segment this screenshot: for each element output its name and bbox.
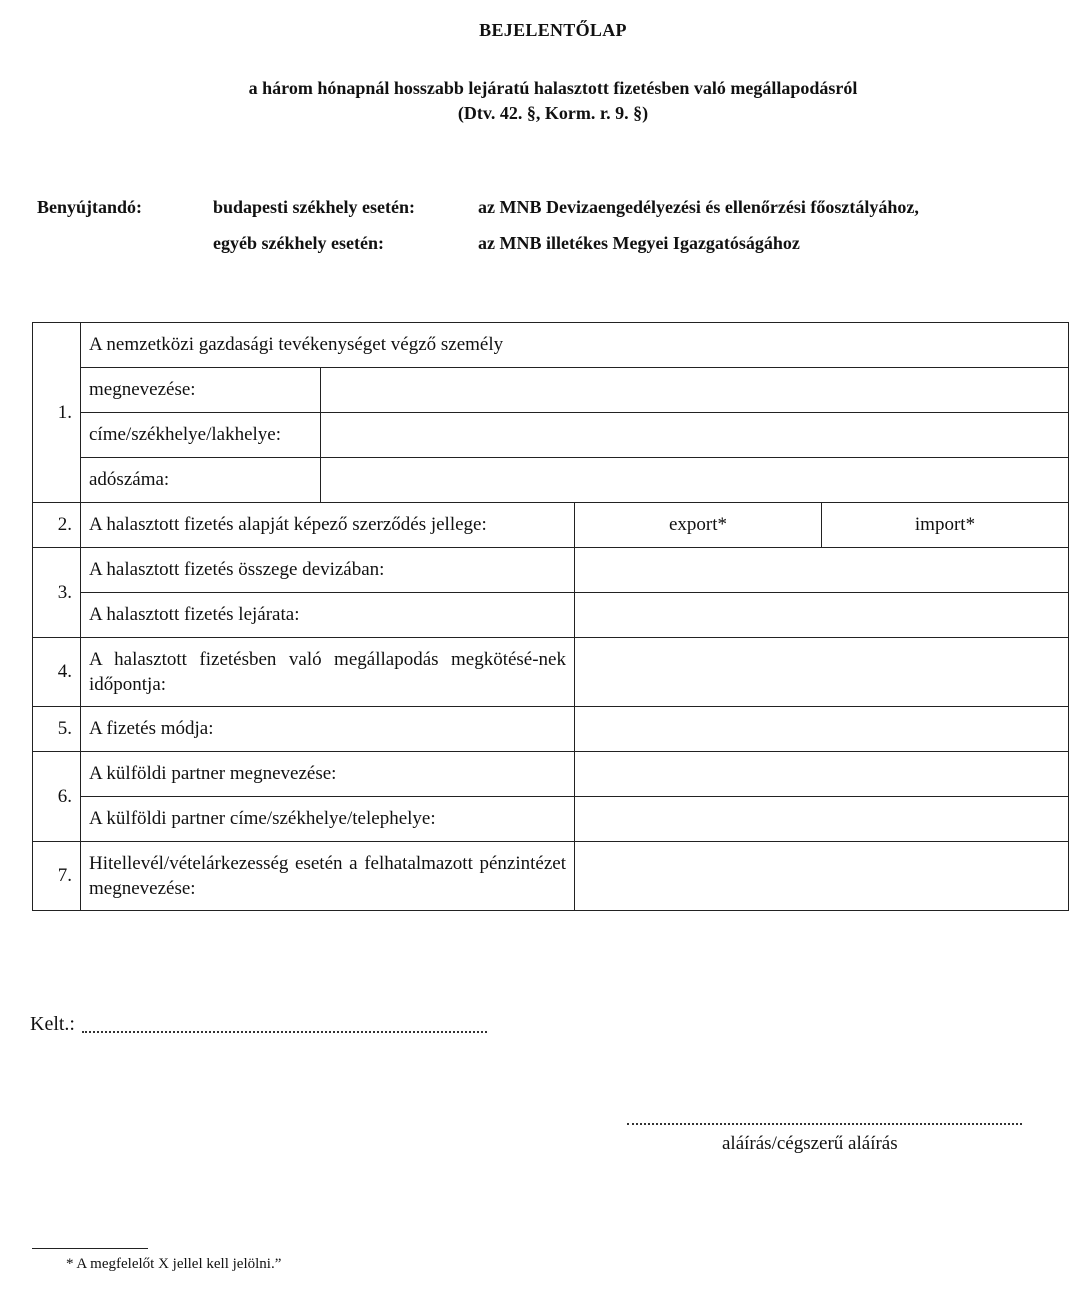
partner-name-label: A külföldi partner megnevezése:	[81, 752, 575, 797]
name-input-cell[interactable]	[321, 368, 1069, 413]
subtitle-line-1: a három hónapnál hosszabb lejáratú halasztott fizetésben való megállapodásról	[248, 78, 858, 98]
table-row	[33, 797, 1069, 842]
form-title: BEJELENTŐLAP	[479, 20, 627, 40]
partner-name-input-cell[interactable]	[575, 752, 1069, 797]
submission-label: Benyújtandó:	[37, 197, 143, 217]
table-row	[33, 548, 1069, 593]
footnote: * A megfelelőt X jellel kell jelölni.”	[66, 1256, 282, 1272]
signature-label: aláírás/cégszerű aláírás	[722, 1133, 898, 1154]
row-number: 7.	[33, 842, 81, 911]
table-row	[33, 368, 1069, 413]
signature-line[interactable]	[627, 1123, 1022, 1125]
other-seat-label: egyéb székhely esetén:	[213, 233, 384, 253]
partner-address-input-cell[interactable]	[575, 797, 1069, 842]
form-subtitle	[0, 76, 1092, 126]
payment-method-input-cell[interactable]	[575, 707, 1069, 752]
row-number: 5.	[33, 707, 81, 752]
amount-input-cell[interactable]	[575, 548, 1069, 593]
tax-number-input-cell[interactable]	[321, 458, 1069, 503]
row-number: 3.	[33, 548, 81, 638]
agreement-date-label: A halasztott fizetésben való megállapodás megkötésé-nek időpontja:	[81, 638, 575, 707]
footnote-divider	[32, 1248, 148, 1249]
table-row	[33, 413, 1069, 458]
row-number: 2.	[33, 503, 81, 548]
bank-name-input-cell[interactable]	[575, 842, 1069, 911]
row-number: 4.	[33, 638, 81, 707]
payment-method-label: A fizetés módja:	[81, 707, 575, 752]
table-row	[33, 638, 1069, 707]
row-number: 6.	[33, 752, 81, 842]
table-row	[33, 593, 1069, 638]
import-option[interactable]: import*	[822, 503, 1069, 548]
date-place-line[interactable]	[82, 1031, 487, 1033]
budapest-label: budapesti székhely esetén:	[213, 197, 415, 217]
date-place-label: Kelt.:	[30, 1013, 75, 1035]
agreement-date-input-cell[interactable]	[575, 638, 1069, 707]
address-label: címe/székhelye/lakhelye:	[81, 413, 321, 458]
maturity-input-cell[interactable]	[575, 593, 1069, 638]
export-option[interactable]: export*	[575, 503, 822, 548]
row1-heading: A nemzetközi gazdasági tevékenységet végző személy	[81, 323, 1069, 368]
table-row	[33, 707, 1069, 752]
subtitle-line-2: (Dtv. 42. §, Korm. r. 9. §)	[457, 103, 649, 123]
table-row	[33, 323, 1069, 368]
amount-label: A halasztott fizetés összege devizában:	[81, 548, 575, 593]
address-input-cell[interactable]	[321, 413, 1069, 458]
table-row	[33, 752, 1069, 797]
maturity-label: A halasztott fizetés lejárata:	[81, 593, 575, 638]
name-label: megnevezése:	[81, 368, 321, 413]
bank-name-label: Hitellevél/vételárkezesség esetén a felhatalmazott pénzintézet megnevezése:	[81, 842, 575, 911]
partner-address-label: A külföldi partner címe/székhelye/telephelye:	[81, 797, 575, 842]
other-seat-destination: az MNB illetékes Megyei Igazgatóságához	[478, 233, 800, 253]
budapest-destination: az MNB Devizaengedélyezési és ellenőrzési főosztályához,	[478, 197, 919, 217]
declaration-form-table	[32, 322, 1069, 911]
table-row	[33, 458, 1069, 503]
table-row	[33, 503, 1069, 548]
contract-type-label: A halasztott fizetés alapját képező szerződés jellege:	[81, 503, 575, 548]
tax-number-label: adószáma:	[81, 458, 321, 503]
table-row	[33, 842, 1069, 911]
row-number: 1.	[33, 323, 81, 503]
